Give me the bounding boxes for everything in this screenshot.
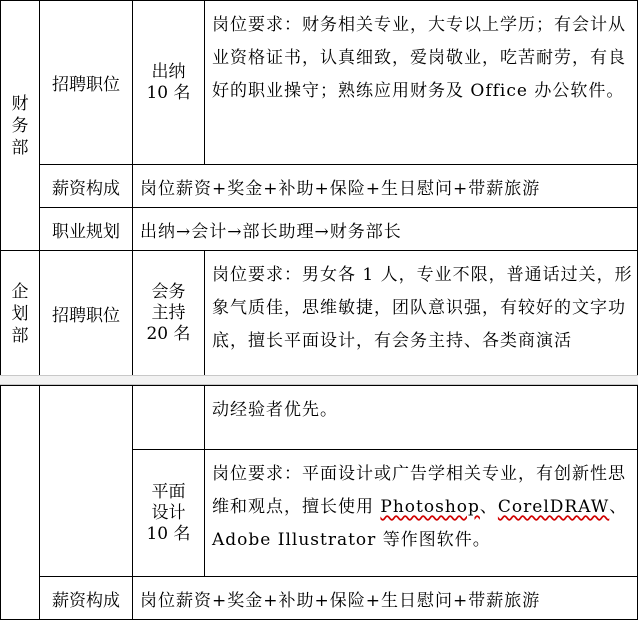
dept-planning-continued: [1, 386, 40, 620]
finance-salary-value: 岗位薪资+奖金+补助+保险+生日慰问+带薪旅游: [133, 165, 638, 208]
software-adobe: Adobe: [212, 530, 272, 550]
finance-career-value: 出纳→会计→部长助理→财务部长: [133, 208, 638, 251]
finance-position: 出纳 10 名: [133, 1, 205, 165]
page-break: [0, 375, 638, 385]
design-position: 平面 设计 10 名: [133, 450, 205, 577]
planning-recruit-label: 招聘职位: [40, 251, 133, 377]
finance-requirements: 岗位要求：财务相关专业，大专以上学历；有会计从业资格证书，认真细致，爱岗敬业，吃苦耐劳，有良好的职业操守；熟练应用财务及 Office 办公软件。: [205, 1, 638, 165]
host-requirements-continued: 动经验者优先。: [205, 386, 638, 450]
finance-career-label: 职业规划: [40, 208, 133, 251]
design-requirements: 岗位要求：平面设计或广告学相关专业，有创新性思维和观点，擅长使用 Photoshop、CorelDRAW、Adobe Illustrator 等作图软件。: [205, 450, 638, 577]
finance-recruit-label: 招聘职位: [40, 1, 133, 165]
finance-salary-label: 薪资构成: [40, 165, 133, 208]
software-coreldraw: CorelDRAW: [497, 497, 610, 517]
recruit-label-continued: [40, 386, 133, 577]
table-fragment-bottom: [0, 385, 638, 621]
planning-salary-value: 岗位薪资+奖金+补助+保险+生日慰问+带薪旅游: [133, 577, 638, 620]
recruitment-table-bottom: [0, 385, 638, 620]
host-position: 会务 主持 20 名: [133, 251, 205, 377]
host-position-continued: [133, 386, 205, 450]
software-photoshop: Photoshop: [380, 497, 480, 517]
host-requirements: 岗位要求：男女各 1 人，专业不限，普通话过关，形象气质佳，思维敏捷，团队意识强，有较好的文字功底，擅长平面设计，有会务主持、各类商演活: [205, 251, 638, 377]
dept-finance: 财 务 部: [1, 1, 40, 251]
planning-salary-label: 薪资构成: [40, 577, 133, 620]
dept-planning: 企 划 部: [1, 251, 40, 377]
